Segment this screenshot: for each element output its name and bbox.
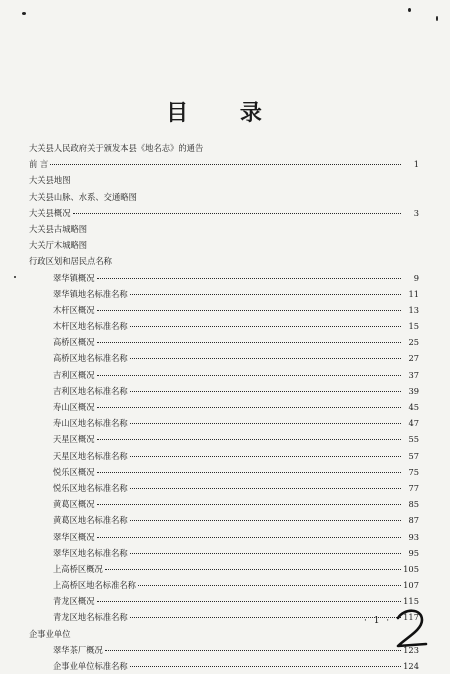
- toc-entry: [29, 253, 419, 269]
- toc-entry-label: 翠华镇概况: [53, 272, 95, 283]
- toc-entry-label: 悦乐区概况: [53, 466, 95, 477]
- toc-entry: [29, 545, 419, 561]
- toc-entry: [29, 286, 419, 302]
- toc-entry: [29, 658, 419, 674]
- toc-entry-label: 寿山区地名标准名称: [53, 418, 128, 429]
- toc-entry: [29, 593, 419, 609]
- toc-entry: [29, 189, 419, 205]
- toc-leader-dots: [97, 302, 402, 311]
- toc-entry-page: 93: [408, 531, 419, 542]
- toc-entry: [29, 318, 419, 334]
- toc-entry-label: 大关县山脉、水系、交通略图: [29, 191, 137, 202]
- toc-leader-dots: [97, 496, 402, 505]
- toc-entry-label: 翠华区概况: [53, 531, 95, 542]
- toc-entry-page: 25: [408, 337, 419, 348]
- toc-leader-dots: [97, 334, 402, 343]
- toc-leader-dots: [130, 286, 401, 295]
- toc-leader-dots: [130, 448, 401, 457]
- toc-entry-page: 45: [408, 402, 419, 412]
- toc-entry: [29, 270, 419, 286]
- handwritten-number-mark: [392, 606, 432, 650]
- scan-speck: [408, 8, 411, 12]
- toc-leader-dots: [130, 350, 401, 359]
- toc-entry: [29, 302, 419, 318]
- toc-entry: [29, 480, 419, 496]
- toc-entry: [29, 561, 419, 577]
- toc-entry-label: 黄葛区概况: [53, 499, 95, 510]
- toc-entry: [29, 529, 419, 545]
- toc-entry-page: 9: [413, 272, 419, 283]
- toc-entry-page: 124: [403, 661, 419, 671]
- toc-entry-label: 高桥区地名标准名称: [53, 353, 128, 364]
- toc-entry-page: 3: [413, 207, 419, 218]
- toc-entry-page: 107: [403, 580, 419, 591]
- toc-leader-dots: [130, 658, 401, 667]
- toc-entry-label: 天星区地名标准名称: [53, 450, 128, 461]
- toc-entry-label: 吉利区概况: [53, 369, 95, 380]
- toc-entry-label: 大关县概况: [29, 207, 71, 218]
- toc-entry: [29, 512, 419, 528]
- toc-leader-dots: [130, 480, 401, 489]
- table-of-contents: [29, 140, 419, 674]
- toc-entry: [29, 399, 419, 415]
- toc-entry: [29, 383, 419, 399]
- toc-entry: [29, 464, 419, 480]
- toc-entry-page: 117: [403, 612, 419, 623]
- page-number: · 1 ·: [364, 616, 392, 626]
- toc-entry: [29, 609, 419, 625]
- toc-leader-dots: [130, 383, 401, 392]
- toc-entry: [29, 221, 419, 237]
- toc-entry-page: 123: [403, 644, 419, 655]
- toc-leader-dots: [97, 529, 402, 538]
- toc-entry-label: 大关厅木城略图: [29, 240, 88, 251]
- toc-entry-label: 大关县人民政府关于颁发本县《地名志》的通告: [29, 143, 204, 153]
- toc-entry-label: 上高桥区概况: [53, 563, 103, 574]
- toc-entry-label: 木杆区地名标准名称: [53, 321, 128, 332]
- toc-entry-label: 黄葛区地名标准名称: [53, 515, 128, 526]
- toc-entry-page: 75: [408, 466, 419, 477]
- toc-entry-label: 悦乐区地名标准名称: [53, 482, 128, 493]
- toc-entry-page: 115: [403, 596, 419, 607]
- scan-speck: [14, 276, 16, 278]
- toc-entry-label: 行政区划和居民点名称: [29, 256, 112, 267]
- toc-leader-dots: [105, 642, 401, 651]
- page-title: 目 录: [166, 100, 284, 126]
- toc-entry-label: 前 言: [29, 159, 49, 170]
- toc-leader-dots: [138, 577, 401, 586]
- toc-entry: [29, 140, 419, 156]
- toc-entry-page: 15: [408, 321, 419, 332]
- toc-entry-label: 吉利区地名标准名称: [53, 385, 128, 396]
- toc-entry: [29, 496, 419, 512]
- toc-entry: [29, 156, 419, 172]
- toc-leader-dots: [97, 399, 402, 408]
- toc-leader-dots: [130, 415, 401, 424]
- toc-entry: [29, 626, 419, 642]
- toc-entry-label: 翠华区地名标准名称: [53, 547, 128, 558]
- toc-entry-page: 57: [408, 450, 419, 461]
- toc-leader-dots: [97, 431, 402, 440]
- toc-entry-page: 37: [408, 369, 419, 380]
- toc-entry-label: 上高桥区地名标准名称: [53, 580, 136, 591]
- toc-entry: [29, 415, 419, 431]
- toc-entry: [29, 237, 419, 253]
- toc-leader-dots: [130, 609, 401, 618]
- toc-entry-label: 翠华镇地名标准名称: [53, 288, 128, 299]
- toc-entry-page: 1: [413, 159, 419, 170]
- toc-leader-dots: [97, 593, 402, 602]
- toc-leader-dots: [130, 512, 401, 521]
- toc-entry-label: 大关县古城略图: [29, 223, 88, 234]
- toc-entry-label: 企事业单位: [29, 628, 71, 639]
- toc-entry-page: 47: [408, 418, 419, 429]
- toc-entry: [29, 350, 419, 366]
- toc-entry-label: 企事业单位标准名称: [53, 661, 128, 671]
- toc-leader-dots: [97, 464, 402, 473]
- toc-entry-page: 85: [408, 499, 419, 510]
- toc-entry-label: 大关县地图: [29, 175, 71, 186]
- toc-entry-label: 青龙区地名标准名称: [53, 612, 128, 623]
- toc-leader-dots: [130, 545, 401, 554]
- toc-leader-dots: [105, 561, 401, 570]
- toc-entry: [29, 172, 419, 188]
- toc-entry-page: 105: [403, 563, 419, 574]
- toc-entry-page: 11: [408, 288, 419, 299]
- toc-entry-label: 天星区概况: [53, 434, 95, 445]
- toc-leader-dots: [73, 205, 402, 214]
- toc-entry: [29, 205, 419, 221]
- toc-entry-label: 寿山区概况: [53, 402, 95, 412]
- toc-entry-page: 27: [408, 353, 419, 364]
- scan-speck: [22, 12, 26, 15]
- toc-entry-page: 87: [408, 515, 419, 526]
- toc-entry-page: 39: [408, 385, 419, 396]
- toc-entry-page: 95: [408, 547, 419, 558]
- toc-entry: [29, 334, 419, 350]
- toc-entry-page: 77: [408, 482, 419, 493]
- toc-leader-dots: [50, 156, 401, 165]
- toc-entry: [29, 367, 419, 383]
- toc-leader-dots: [130, 318, 401, 327]
- toc-entry: [29, 642, 419, 658]
- toc-entry-label: 高桥区概况: [53, 337, 95, 348]
- toc-entry: [29, 448, 419, 464]
- scan-speck: [436, 16, 438, 21]
- toc-entry: [29, 431, 419, 447]
- toc-leader-dots: [97, 270, 402, 279]
- toc-entry: [29, 577, 419, 593]
- toc-leader-dots: [97, 367, 402, 376]
- toc-entry-label: 青龙区概况: [53, 596, 95, 607]
- toc-entry-label: 木杆区概况: [53, 304, 95, 315]
- toc-entry-label: 翠华茶厂概况: [53, 644, 103, 655]
- toc-entry-page: 13: [408, 304, 419, 315]
- toc-entry-page: 55: [408, 434, 419, 445]
